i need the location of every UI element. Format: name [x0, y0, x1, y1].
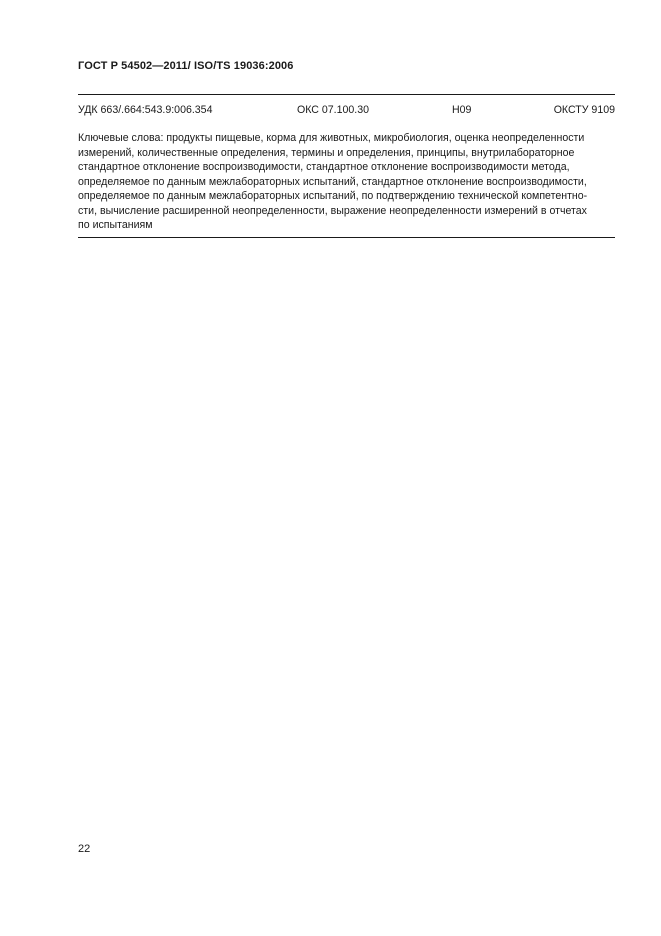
bottom-divider — [78, 237, 615, 238]
keywords-paragraph: Ключевые слова: продукты пищевые, корма для животных, микробиология, оценка неопределенности измерений, количественные определения, термины и определения, принципы, внутрилабораторное стандартное отклонение воспроизводимости, стандартное отклонение воспроизводимости метода, определяемое по данным межлабораторных испытаний, стандартное отклонение воспроизводимости, определяемое по данным межлабораторных испытаний, по подтверждению технической компетентно- сти, вычисление расширенной неопределенности, выражение неопределенности измерений в отчетах по испытаниям — [78, 132, 588, 231]
group-code: Н09 — [452, 104, 472, 116]
classification-row — [78, 104, 615, 118]
oks-code: ОКС 07.100.30 — [297, 104, 370, 116]
okstu-code: ОКСТУ 9109 — [553, 104, 615, 116]
top-divider — [78, 94, 615, 95]
standard-title: ГОСТ Р 54502—2011/ ISO/TS 19036:2006 — [78, 60, 294, 72]
udk-code: УДК 663/.664:543.9:006.354 — [78, 104, 213, 116]
page-number: 22 — [78, 843, 91, 855]
